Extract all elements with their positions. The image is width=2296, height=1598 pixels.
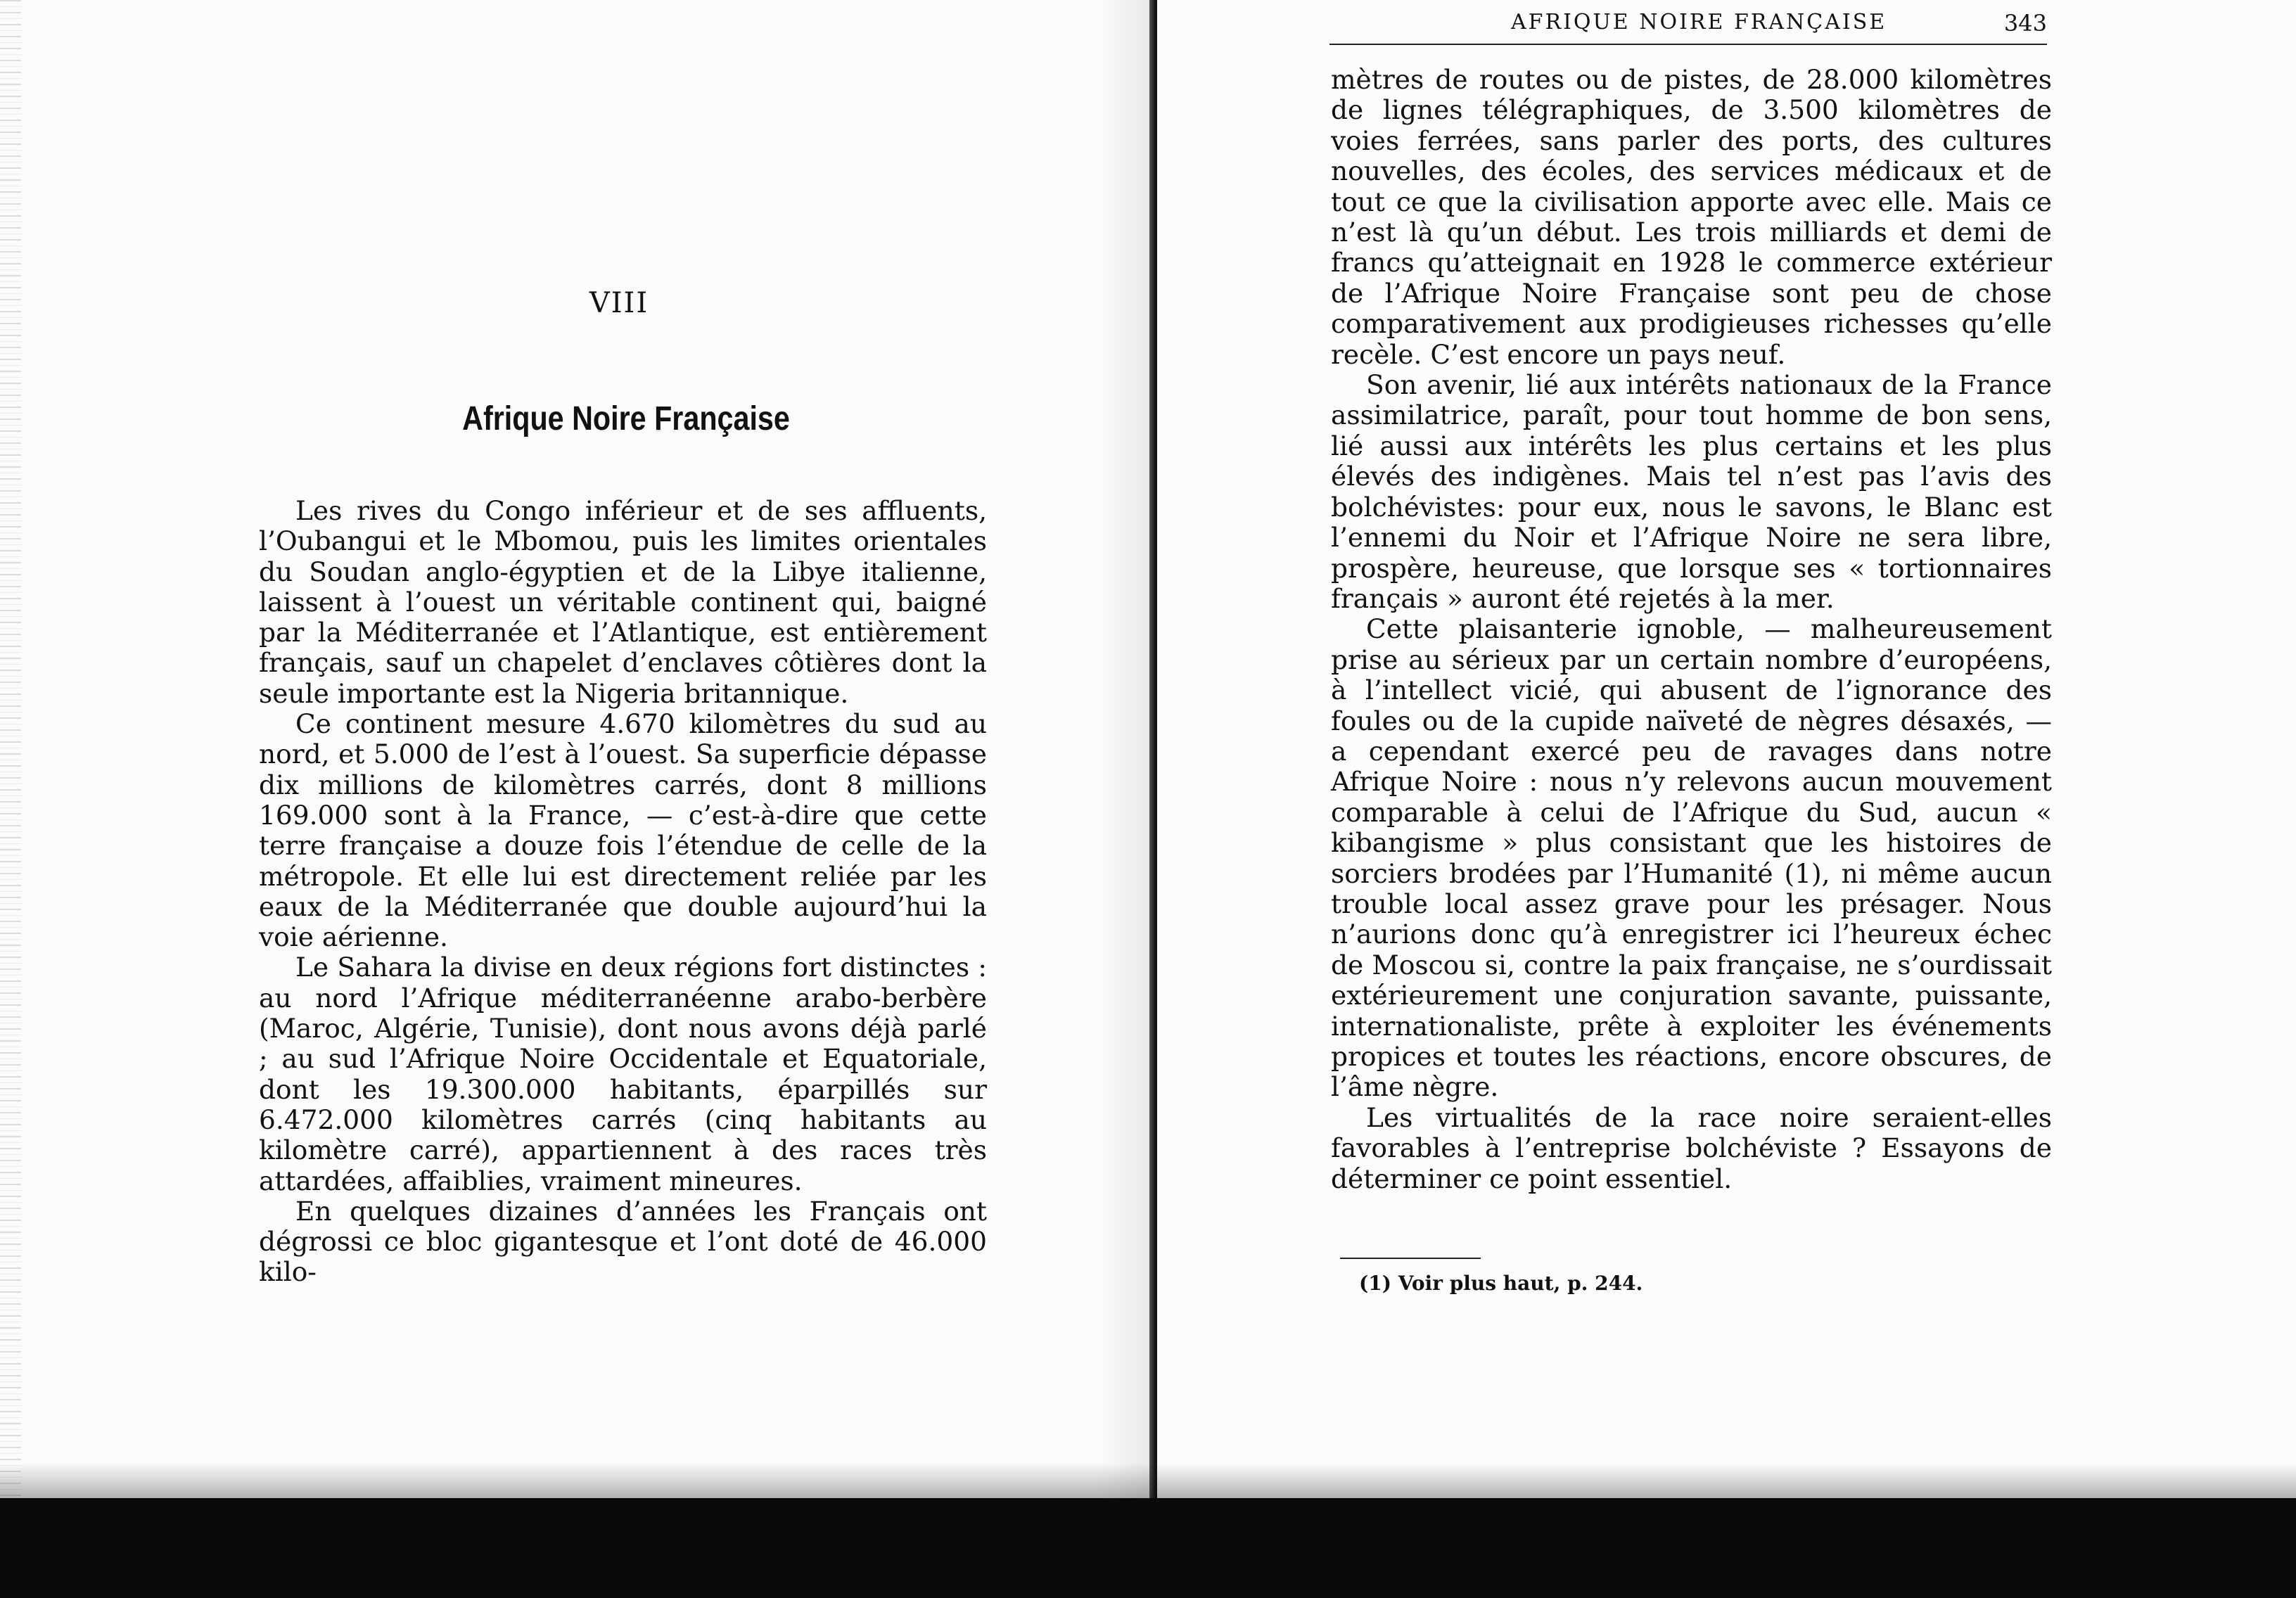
paragraph: Les rives du Congo inférieur et de ses affluents, l’Oubangui et le Mbomou, puis les limites orientales du Soudan anglo-égyptien et de la Libye italienne, laissent à l’ouest un véritable continent qui, baigné par la Méditerranée et l’Atlantique, est entièrement français, sauf un chapelet d’enclaves côtières dont la seule importante est la Nigeria britannique. bbox=[259, 495, 987, 709]
right-body-text bbox=[1331, 65, 2052, 1194]
left-page bbox=[0, 0, 1157, 1519]
paragraph: Son avenir, lié aux intérêts nationaux de la France assimilatrice, paraît, pour tout homme de bon sens, lié aussi aux intérêts les plus certains et les plus élevés des indigènes. Mais tel n’est pas l’avis des bolchévistes: pour eux, nous le savons, le Blanc est l’ennemi du Noir et l’Afrique Noire ne sera libre, prospère, heureuse, que lorsque ses « tortionnaires français » auront été rejetés à la mer. bbox=[1331, 369, 2052, 614]
page-edge-speckle bbox=[0, 0, 21, 1519]
page-number: 343 bbox=[2003, 10, 2047, 37]
paragraph: En quelques dizaines d’années les Français ont dégrossi ce bloc gigantesque et l’ont doté de 46.000 kilo- bbox=[259, 1195, 987, 1288]
footnote: (1) Voir plus haut, p. 244. bbox=[1359, 1272, 1643, 1295]
footnote-rule bbox=[1340, 1258, 1481, 1259]
running-title: AFRIQUE NOIRE FRANÇAISE bbox=[1511, 10, 1887, 34]
gutter-shadow bbox=[1097, 0, 1154, 1519]
paragraph: Cette plaisanterie ignoble, — malheureusement prise au sérieux par un certain nombre d’européens, à l’intellect vicié, qui abusent de l’ignorance des foules ou de la cupide naïveté de nègres désaxés, — a cependant exercé peu de ravages dans notre Afrique Noire : nous n’y relevons aucun mouvement comparable à celui de l’Afrique du Sud, aucun « kibangisme » plus consistant que les histoires de sorciers brodées par l’Humanité (1), ni même aucun trouble local assez grave pour les présager. Nous n’aurions donc qu’à enregistrer ici l’heureux échec de Moscou si, contre la paix française, ne s’ourdissait extérieurement une conjuration savante, puissante, internationaliste, prête à exploiter les événements propices et toutes les réactions, encore obscures, de l’âme nègre. bbox=[1331, 613, 2052, 1103]
chapter-title: Afrique Noire Française bbox=[462, 400, 790, 437]
paragraph: Les virtualités de la race noire seraient-elles favorables à l’entreprise bolchéviste ? Essayons de déterminer ce point essentiel. bbox=[1331, 1101, 2052, 1194]
left-body-text bbox=[259, 496, 987, 1288]
paragraph: Le Sahara la divise en deux régions fort distinctes : au nord l’Afrique méditerranéenne arabo-berbère (Maroc, Algérie, Tunisie), dont nous avons déjà parlé ; au sud l’Afrique Noire Occidentale et Equatoriale, dont les 19.300.000 habitants, éparpillés sur 6.472.000 kilomètres carrés (cinq habitants au kilomètre carré), appartiennent à des races très attardées, affaiblies, vraiment mineures. bbox=[259, 952, 987, 1196]
paragraph: Ce continent mesure 4.670 kilomètres du sud au nord, et 5.000 de l’est à l’ouest. Sa superficie dépasse dix millions de kilomètres carrés, dont 8 millions 169.000 sont à la France, — c’est-à-dire que cette terre française a douze fois l’étendue de celle de la métropole. Et elle lui est directement reliée par les eaux de la Méditerranée que double aujourd’hui la voie aérienne. bbox=[259, 708, 987, 953]
scan-bottom-edge bbox=[0, 1498, 2296, 1598]
running-header bbox=[1329, 10, 2047, 45]
paragraph: mètres de routes ou de pistes, de 28.000 kilomètres de lignes télégraphiques, de 3.500 kilomètres de voies ferrées, sans parler des ports, des cultures nouvelles, des écoles, des services médicaux et de tout ce que la civilisation apporte avec elle. Mais ce n’est là qu’un début. Les trois milliards et demi de francs qu’atteignait en 1928 le commerce extérieur de l’Afrique Noire Française sont peu de chose comparativement aux prodigieuses richesses qu’elle recèle. C’est encore un pays neuf. bbox=[1331, 64, 2052, 370]
chapter-number: VIII bbox=[589, 287, 649, 319]
